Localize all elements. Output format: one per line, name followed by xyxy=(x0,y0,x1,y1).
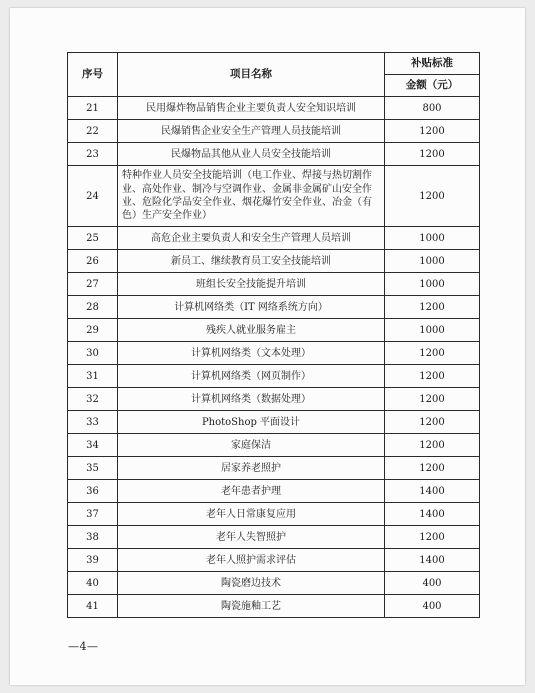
row-number: 29 xyxy=(68,319,118,342)
project-name: 民爆销售企业安全生产管理人员技能培训 xyxy=(118,120,385,143)
project-name: 计算机网络类（数据处理） xyxy=(118,388,385,411)
subsidy-amount: 1000 xyxy=(385,227,480,250)
subsidy-amount: 1200 xyxy=(385,526,480,549)
subsidy-amount: 1200 xyxy=(385,411,480,434)
project-name: 计算机网络类（文本处理） xyxy=(118,342,385,365)
row-number: 27 xyxy=(68,273,118,296)
row-number: 28 xyxy=(68,296,118,319)
subsidy-amount: 1200 xyxy=(385,365,480,388)
row-number: 37 xyxy=(68,503,118,526)
project-name: 民爆物品其他从业人员安全技能培训 xyxy=(118,143,385,166)
subsidy-amount: 1400 xyxy=(385,549,480,572)
subsidy-amount: 1200 xyxy=(385,143,480,166)
row-number: 38 xyxy=(68,526,118,549)
table-row xyxy=(68,434,480,457)
table-row xyxy=(68,319,480,342)
table-row xyxy=(68,365,480,388)
row-number: 32 xyxy=(68,388,118,411)
header-standard: 补贴标准 xyxy=(385,53,480,75)
row-number: 31 xyxy=(68,365,118,388)
table-row xyxy=(68,411,480,434)
subsidy-amount: 1000 xyxy=(385,319,480,342)
row-number: 36 xyxy=(68,480,118,503)
table-row xyxy=(68,388,480,411)
row-number: 24 xyxy=(68,166,118,227)
row-number: 22 xyxy=(68,120,118,143)
row-number: 35 xyxy=(68,457,118,480)
project-name: 班组长安全技能提升培训 xyxy=(118,273,385,296)
table-row xyxy=(68,120,480,143)
table-row xyxy=(68,227,480,250)
table-row xyxy=(68,549,480,572)
subsidy-amount: 1200 xyxy=(385,434,480,457)
row-number: 26 xyxy=(68,250,118,273)
table-row xyxy=(68,457,480,480)
subsidy-amount: 1200 xyxy=(385,166,480,227)
row-number: 41 xyxy=(68,595,118,618)
subsidy-amount: 400 xyxy=(385,595,480,618)
project-name: 老年人失智照护 xyxy=(118,526,385,549)
subsidy-amount: 400 xyxy=(385,572,480,595)
row-number: 39 xyxy=(68,549,118,572)
table-row xyxy=(68,572,480,595)
subsidy-amount: 800 xyxy=(385,97,480,120)
table-row xyxy=(68,166,480,227)
project-name: 民用爆炸物品销售企业主要负责人安全知识培训 xyxy=(118,97,385,120)
subsidy-amount: 1000 xyxy=(385,250,480,273)
project-name: 老年人照护需求评估 xyxy=(118,549,385,572)
project-name: 陶瓷磨边技术 xyxy=(118,572,385,595)
project-name: 特种作业人员安全技能培训（电工作业、焊接与热切割作业、高处作业、制冷与空调作业、金属非金属矿山安全作业、危险化学品安全作业、烟花爆竹安全作业、冶金（有色）生产安全作业） xyxy=(118,166,385,227)
subsidy-amount: 1200 xyxy=(385,457,480,480)
project-name: 高危企业主要负责人和安全生产管理人员培训 xyxy=(118,227,385,250)
table-row xyxy=(68,595,480,618)
subsidy-amount: 1400 xyxy=(385,480,480,503)
page-number: —4— xyxy=(68,640,99,653)
project-name: 计算机网络类（IT 网络系统方向） xyxy=(118,296,385,319)
row-number: 25 xyxy=(68,227,118,250)
document-page xyxy=(10,8,525,685)
row-number: 40 xyxy=(68,572,118,595)
subsidy-amount: 1000 xyxy=(385,273,480,296)
row-number: 34 xyxy=(68,434,118,457)
subsidy-amount: 1200 xyxy=(385,342,480,365)
subsidy-amount: 1400 xyxy=(385,503,480,526)
table-row xyxy=(68,250,480,273)
table-row xyxy=(68,97,480,120)
table-row xyxy=(68,143,480,166)
subsidy-amount: 1200 xyxy=(385,120,480,143)
table-row xyxy=(68,342,480,365)
subsidy-amount: 1200 xyxy=(385,296,480,319)
row-number: 21 xyxy=(68,97,118,120)
project-name: 计算机网络类（网页制作） xyxy=(118,365,385,388)
table-row xyxy=(68,503,480,526)
table-row xyxy=(68,480,480,503)
project-name: 居家养老照护 xyxy=(118,457,385,480)
table-header-row xyxy=(68,53,480,75)
table-row xyxy=(68,296,480,319)
project-name: 残疾人就业服务雇主 xyxy=(118,319,385,342)
subsidy-amount: 1200 xyxy=(385,388,480,411)
table-row xyxy=(68,273,480,296)
header-name: 项目名称 xyxy=(118,53,385,97)
table-row xyxy=(68,526,480,549)
row-number: 33 xyxy=(68,411,118,434)
project-name: PhotoShop 平面设计 xyxy=(118,411,385,434)
project-name: 新员工、继续教育员工安全技能培训 xyxy=(118,250,385,273)
subsidy-table xyxy=(67,52,480,618)
project-name: 家庭保洁 xyxy=(118,434,385,457)
project-name: 老年患者护理 xyxy=(118,480,385,503)
row-number: 30 xyxy=(68,342,118,365)
row-number: 23 xyxy=(68,143,118,166)
project-name: 老年人日常康复应用 xyxy=(118,503,385,526)
header-amount: 金额（元） xyxy=(385,75,480,97)
project-name: 陶瓷施釉工艺 xyxy=(118,595,385,618)
header-seq: 序号 xyxy=(68,53,118,97)
